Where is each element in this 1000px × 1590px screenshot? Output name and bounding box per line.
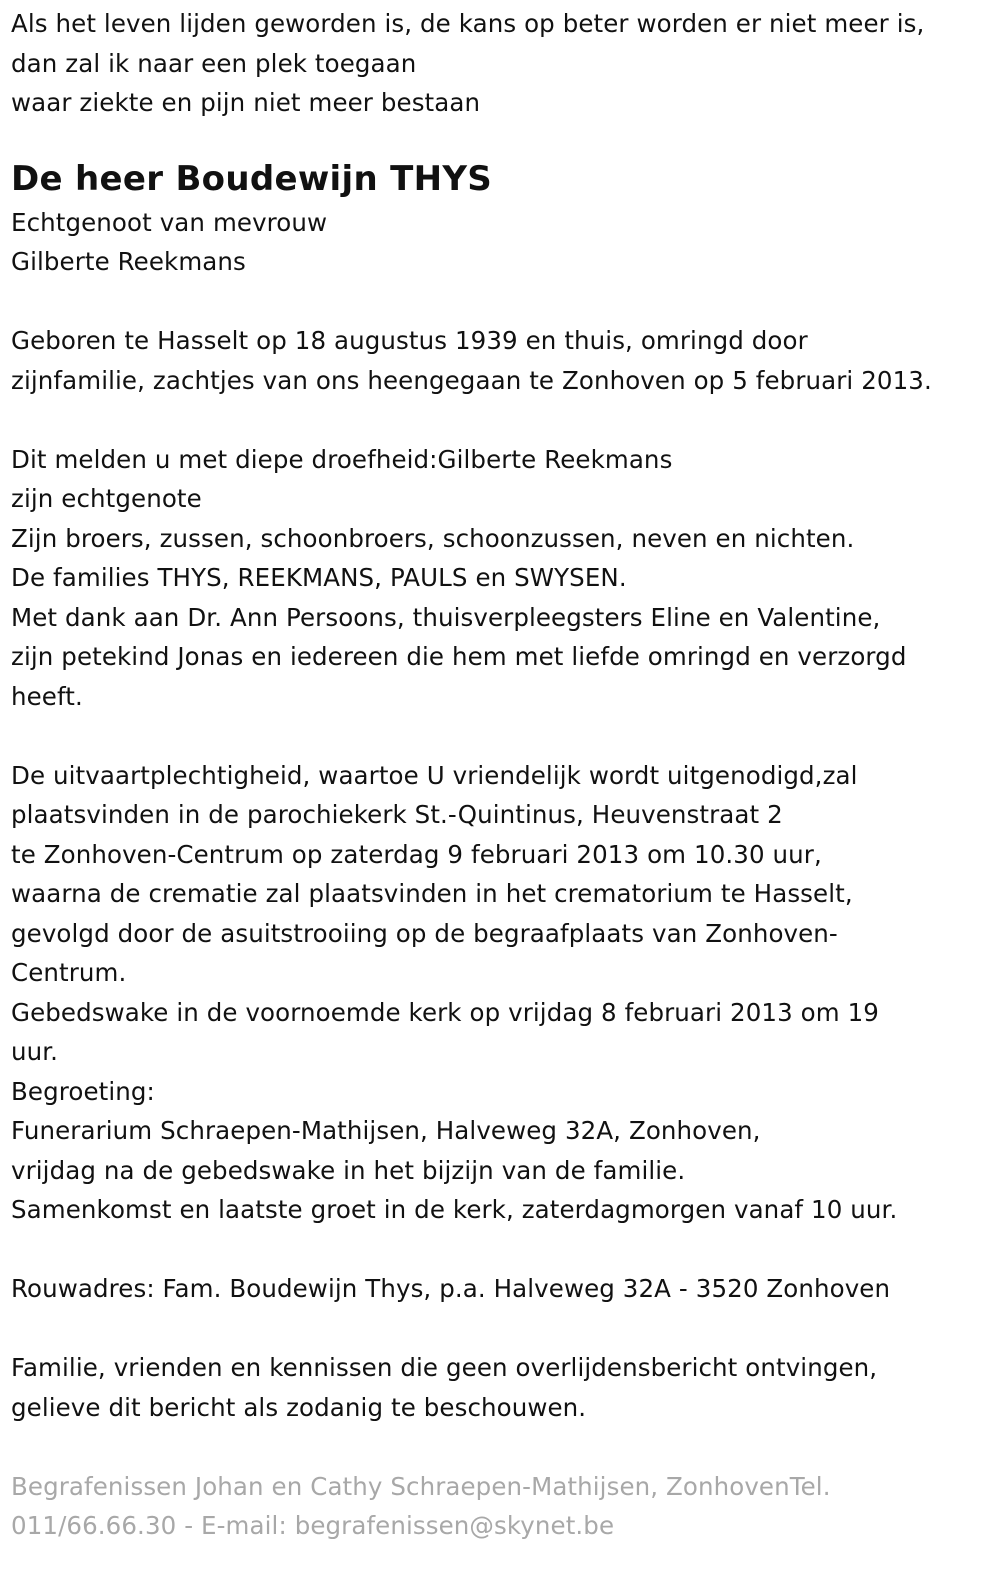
funeral-home-footer — [11, 1467, 991, 1546]
notice-paragraph — [11, 1348, 991, 1427]
paragraph-line: Gebedswake in de voornoemde kerk op vrijdag 8 februari 2013 om 19 — [11, 997, 879, 1027]
paragraph-line: plaatsvinden in de parochiekerk St.-Quintinus, Heuvenstraat 2 — [11, 800, 783, 829]
poem — [11, 0, 991, 123]
footer-line: 011/66.66.30 - E-mail: begrafenissen@skynet.be — [11, 1511, 615, 1540]
poem-line: waar ziekte en pijn niet meer bestaan — [11, 88, 481, 117]
announcement-paragraph — [11, 440, 991, 717]
paragraph-line: gelieve dit bericht als zodanig te beschouwen. — [11, 1392, 587, 1422]
paragraph-line: vrijdag na de gebedswake in het bijzijn van de familie. — [11, 1155, 686, 1185]
obituary-page — [11, 0, 991, 1546]
paragraph-line: Zijn broers, zussen, schoonbroers, schoonzussen, neven en nichten. — [11, 523, 855, 553]
paragraph-line: Familie, vrienden en kennissen die geen overlijdensbericht ontvingen, — [11, 1353, 878, 1382]
paragraph-line: waarna de crematie zal plaatsvinden in het crematorium te Hasselt, — [11, 879, 853, 908]
paragraph-line: Geboren te Hasselt op 18 augustus 1939 en thuis, omringd door — [11, 326, 808, 355]
paragraph-line: De families THYS, REEKMANS, PAULS en SWYSEN. — [11, 563, 627, 592]
paragraph-line: te Zonhoven-Centrum op zaterdag 9 februari 2013 om 10.30 uur, — [11, 839, 822, 869]
birth-death-paragraph — [11, 321, 991, 400]
poem-line: Als het leven lijden geworden is, de kans op beter worden er niet meer is, — [11, 9, 925, 38]
paragraph-line: zijn petekind Jonas en iedereen die hem met liefde omringd en verzorgd — [11, 642, 907, 671]
paragraph-line: Begroeting: — [11, 1076, 155, 1106]
paragraph-line: gevolgd door de asuitstrooiing op de begraafplaats van Zonhoven- — [11, 918, 838, 948]
paragraph-line: uur. — [11, 1037, 59, 1066]
paragraph-line: Met dank aan Dr. Ann Persoons, thuisverpleegsters Eline en Valentine, — [11, 602, 881, 632]
poem-line: dan zal ik naar een plek toegaan — [11, 48, 417, 78]
spouse-line: Echtgenoot van mevrouw — [11, 207, 328, 237]
spouse-info — [11, 203, 991, 282]
paragraph-line: zijn echtgenote — [11, 484, 202, 513]
paragraph-line: De uitvaartplechtigheid, waartoe U vriendelijk wordt uitgenodigd,zal — [11, 760, 858, 790]
paragraph-line: heeft. — [11, 681, 83, 711]
paragraph-line: Funerarium Schraepen-Mathijsen, Halveweg 32A, Zonhoven, — [11, 1116, 761, 1145]
deceased-name-title: De heer Boudewijn THYS — [11, 158, 493, 199]
footer-line: Begrafenissen Johan en Cathy Schraepen-Mathijsen, ZonhovenTel. — [11, 1471, 831, 1501]
mourning-address: Rouwadres: Fam. Boudewijn Thys, p.a. Halveweg 32A - 3520 Zonhoven — [11, 1274, 891, 1303]
spouse-line: Gilberte Reekmans — [11, 247, 246, 276]
paragraph-line: Centrum. — [11, 958, 127, 987]
paragraph-line: Samenkomst en laatste groet in de kerk, zaterdagmorgen vanaf 10 uur. — [11, 1195, 898, 1224]
funeral-paragraph — [11, 756, 991, 1230]
paragraph-line: zijnfamilie, zachtjes van ons heengegaan te Zonhoven op 5 februari 2013. — [11, 365, 932, 395]
paragraph-line: Dit melden u met diepe droefheid:Gilberte Reekmans — [11, 444, 673, 474]
